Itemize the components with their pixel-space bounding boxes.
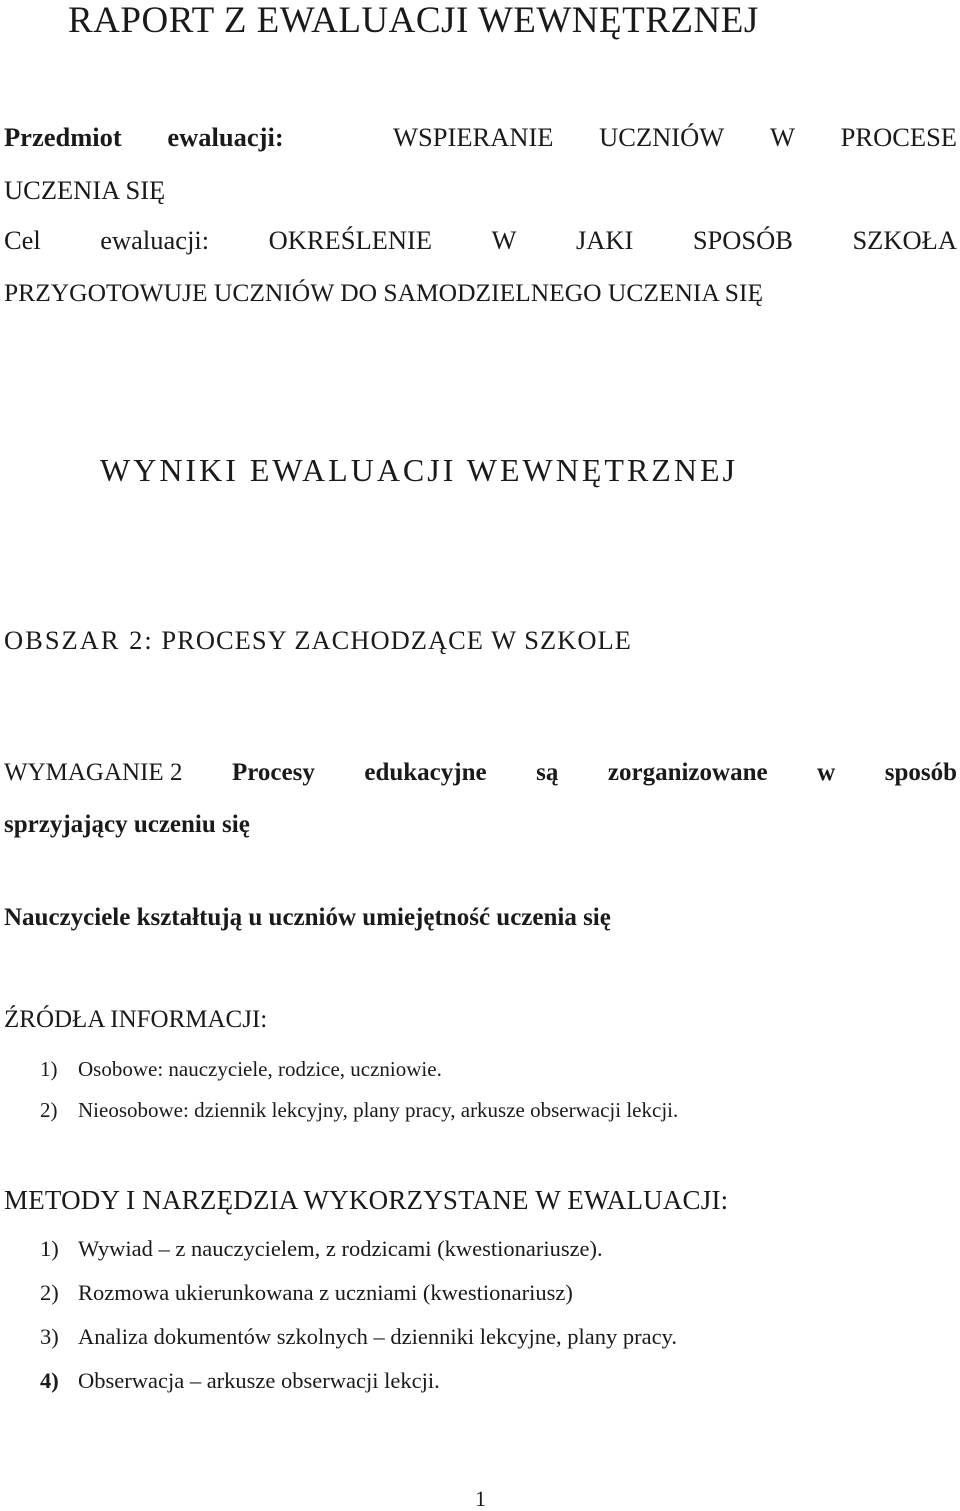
subject-word: W [769,122,795,152]
goal-label: Cel [4,225,41,255]
list-item-number: 4) [40,1368,59,1393]
area-line [4,627,632,654]
requirement-word: sposób [884,759,957,786]
requirement-label: WYMAGANIE 2 [4,759,183,786]
list-item-number: 1) [40,1057,58,1081]
subject-continuation: UCZENIA SIĘ [4,175,166,205]
subject-line [4,124,957,151]
list-item-number: 2) [40,1098,58,1122]
goal-word: SPOSÓB [692,225,793,255]
results-heading: WYNIKI EWALUACJI WEWNĘTRZNEJ [100,452,738,488]
list-item [40,1100,678,1121]
subject-label: Przedmiot [4,122,122,152]
list-item-text: Analiza dokumentów szkolnych – dzienniki lekcyjne, plany pracy. [78,1324,677,1349]
sources-heading: ŹRÓDŁA INFORMACJI: [4,1006,268,1033]
goal-word: JAKI [575,225,634,255]
goal-word: SZKOŁA [852,225,957,255]
goal-line [4,227,957,254]
area-label: OBSZAR 2: [4,625,154,655]
list-item-number: 3) [40,1324,59,1349]
area-text: PROCESY ZACHODZĄCE W SZKOLE [161,625,632,655]
methods-heading: METODY I NARZĘDZIA WYKORZYSTANE W EWALUACJI: [4,1185,729,1215]
document-title: RAPORT Z EWALUACJI WEWNĘTRZNEJ [68,0,759,41]
subject-label-2: ewaluacji: [167,122,284,152]
requirement-word: zorganizowane [607,759,768,786]
list-item [40,1282,573,1305]
requirement-word: są [536,759,559,786]
subject-word: UCZNIÓW [599,122,725,152]
list-item-text: Osobowe: nauczyciele, rodzice, uczniowie. [78,1057,442,1081]
list-item [40,1059,442,1080]
list-item [40,1238,603,1261]
list-item-text: Obserwacja – arkusze obserwacji lekcji. [78,1368,440,1393]
statement: Nauczyciele kształtują u uczniów umiejętność uczenia się [4,904,611,931]
goal-label-2: ewaluacji: [100,225,210,255]
requirement-word: edukacyjne [364,759,487,786]
subject-word: WSPIERANIE [393,122,554,152]
goal-word: OKREŚLENIE [268,225,433,255]
list-item-text: Wywiad – z nauczycielem, z rodzicami (kwestionariusze). [78,1236,603,1261]
list-item-number: 2) [40,1280,59,1305]
requirement-word: w [817,759,836,786]
goal-continuation: PRZYGOTOWUJE UCZNIÓW DO SAMODZIELNEGO UCZENIA SIĘ [4,278,764,307]
page-number: 1 [475,1486,486,1511]
requirement-word: Procesy [231,759,315,786]
requirement-line [4,760,957,785]
list-item-number: 1) [40,1236,59,1261]
subject-word: PROCESE [840,122,957,152]
list-item-text: Nieosobowe: dziennik lekcyjny, plany pracy, arkusze obserwacji lekcji. [78,1098,679,1122]
requirement-continuation: sprzyjający uczeniu się [4,811,250,838]
goal-word: W [491,225,517,255]
list-item-text: Rozmowa ukierunkowana z uczniami (kwestionariusz) [78,1280,573,1305]
list-item [40,1370,440,1393]
list-item [40,1326,677,1349]
